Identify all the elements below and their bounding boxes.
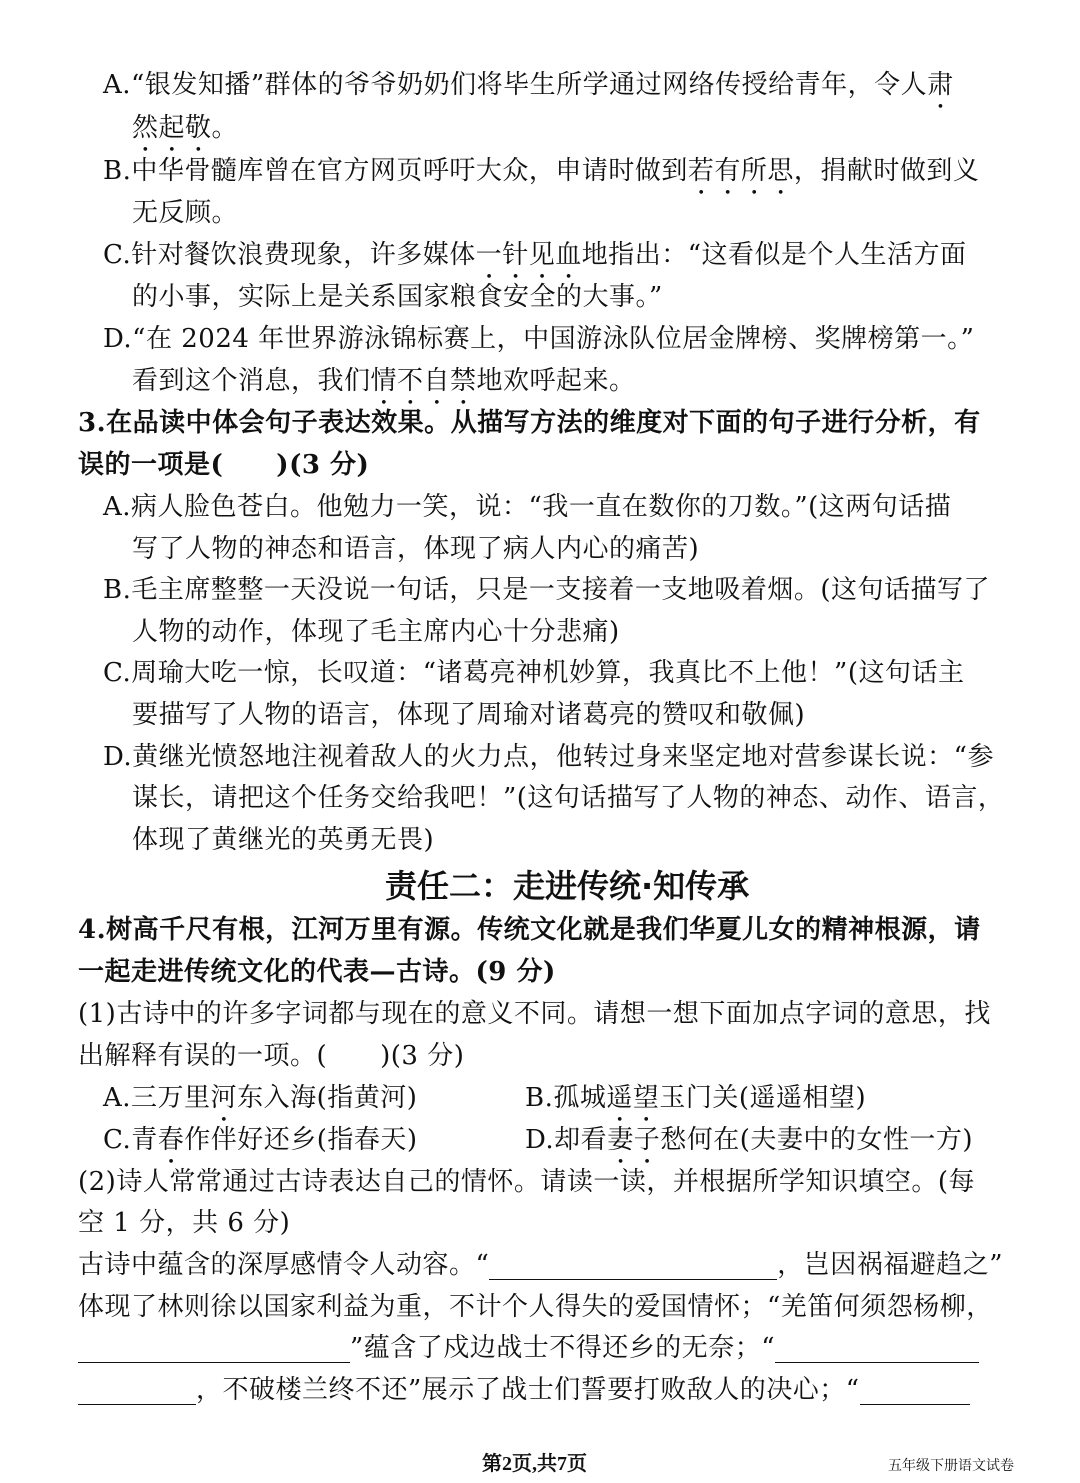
answer-blank-1[interactable] xyxy=(489,1253,777,1280)
q2-option-c-line2: 的小事，实际上是关系国家粮食安全的大事。” xyxy=(132,282,663,312)
q4-fill-line2: 体现了林则徐以国家利益为重，不计个人得失的爱国情怀；“羌笛何须怨杨柳， xyxy=(78,1292,993,1322)
section-title: 责任二：走进传统·知传承 xyxy=(385,867,750,905)
q3-option-d-line1: D.黄继光愤怒地注视着敌人的火力点，他转过身来坚定地对营参谋长说：“参 xyxy=(103,742,994,772)
q3-stem-line1: 3.在品读中体会句子表达效果。从描写方法的维度对下面的句子进行分析，有 xyxy=(78,408,981,438)
q2-option-a-line2: 然起敬。 xyxy=(132,113,239,143)
q4-fill-line3: ”蕴含了戍边战士不得还乡的无奈；“ xyxy=(78,1333,979,1363)
q2-option-d-line2: 看到这个消息，我们情不自禁地欢呼起来。 xyxy=(132,366,636,396)
q4-stem-line1: 4.树高千尺有根，江河万里有源。传统文化就是我们华夏儿女的精神根源，请 xyxy=(78,915,981,945)
q4-sub2-line2: 空 1 分，共 6 分) xyxy=(78,1208,291,1238)
q4-option-d: D.却看妻子愁何在(夫妻中的女性一方) xyxy=(525,1125,973,1155)
q4-sub2-line1: (2)诗人常常通过古诗表达自己的情怀。请读一读，并根据所学知识填空。(每 xyxy=(78,1167,975,1197)
q3-stem-line2: 误的一项是( )(3 分) xyxy=(78,450,370,480)
q4-fill-line4: ，不破楼兰终不还”展示了战士们誓要打败敌人的决心；“ xyxy=(78,1375,970,1405)
answer-blank-3a[interactable] xyxy=(775,1336,979,1363)
q2-option-c-line1: C.针对餐饮浪费现象，许多媒体一针见血地指出：“这看似是个人生活方面 xyxy=(103,240,967,270)
q3-option-a-line1: A.病人脸色苍白。他勉力一笑，说：“我一直在数你的刀数。”(这两句话描 xyxy=(103,492,952,522)
q4-option-a: A.三万里河东入海(指黄河) xyxy=(103,1083,418,1113)
q3-option-c-line1: C.周瑜大吃一惊，长叹道：“诸葛亮神机妙算，我真比不上他！”(这句话主 xyxy=(103,658,965,688)
q3-option-d-line3: 体现了黄继光的英勇无畏) xyxy=(132,825,435,855)
q2-option-d-line1: D.“在 2024 年世界游泳锦标赛上，中国游泳队位居金牌榜、奖牌榜第一。” xyxy=(103,324,975,354)
exam-name: 五年级下册语文试卷 xyxy=(888,1458,1014,1474)
q4-option-b: B.孤城遥望玉门关(遥遥相望) xyxy=(525,1083,867,1113)
page-number: 第2页,共7页 xyxy=(482,1453,587,1475)
q3-option-b-line1: B.毛主席整整一天没说一句话，只是一支接着一支地吸着烟。(这句话描写了 xyxy=(103,575,991,605)
answer-blank-3b[interactable] xyxy=(78,1378,196,1405)
q3-option-a-line2: 写了人物的神态和语言，体现了病人内心的痛苦) xyxy=(132,534,700,564)
q2-option-a-line1: A.“银发知播”群体的爷爷奶奶们将毕生所学通过网络传授给青年，令人肃 xyxy=(103,70,954,100)
q2-option-b-line1: B.中华骨髓库曾在官方网页呼吁大众，申请时做到若有所思，捐献时做到义 xyxy=(103,156,980,186)
q2-option-b-line2: 无反顾。 xyxy=(132,198,239,228)
q3-option-d-line2: 谋长，请把这个任务交给我吧！”(这句话描写了人物的神态、动作、语言， xyxy=(132,783,1005,813)
q4-option-c: C.青春作伴好还乡(指春天) xyxy=(103,1125,418,1155)
q4-stem-line2: 一起走进传统文化的代表—古诗。(9 分) xyxy=(78,957,556,987)
answer-blank-2[interactable] xyxy=(78,1336,350,1363)
q4-sub1-line1: (1)古诗中的许多字词都与现在的意义不同。请想一想下面加点字词的意思，找 xyxy=(78,999,991,1029)
q4-fill-line1: 古诗中蕴含的深厚感情令人动容。“ ，岂因祸福避趋之” xyxy=(78,1250,1004,1280)
answer-blank-4[interactable] xyxy=(860,1378,970,1405)
q4-sub1-line2: 出解释有误的一项。( )(3 分) xyxy=(78,1041,465,1071)
q3-option-b-line2: 人物的动作，体现了毛主席内心十分悲痛) xyxy=(132,617,620,647)
q3-option-c-line2: 要描写了人物的语言，体现了周瑜对诸葛亮的赞叹和敬佩) xyxy=(132,700,806,730)
